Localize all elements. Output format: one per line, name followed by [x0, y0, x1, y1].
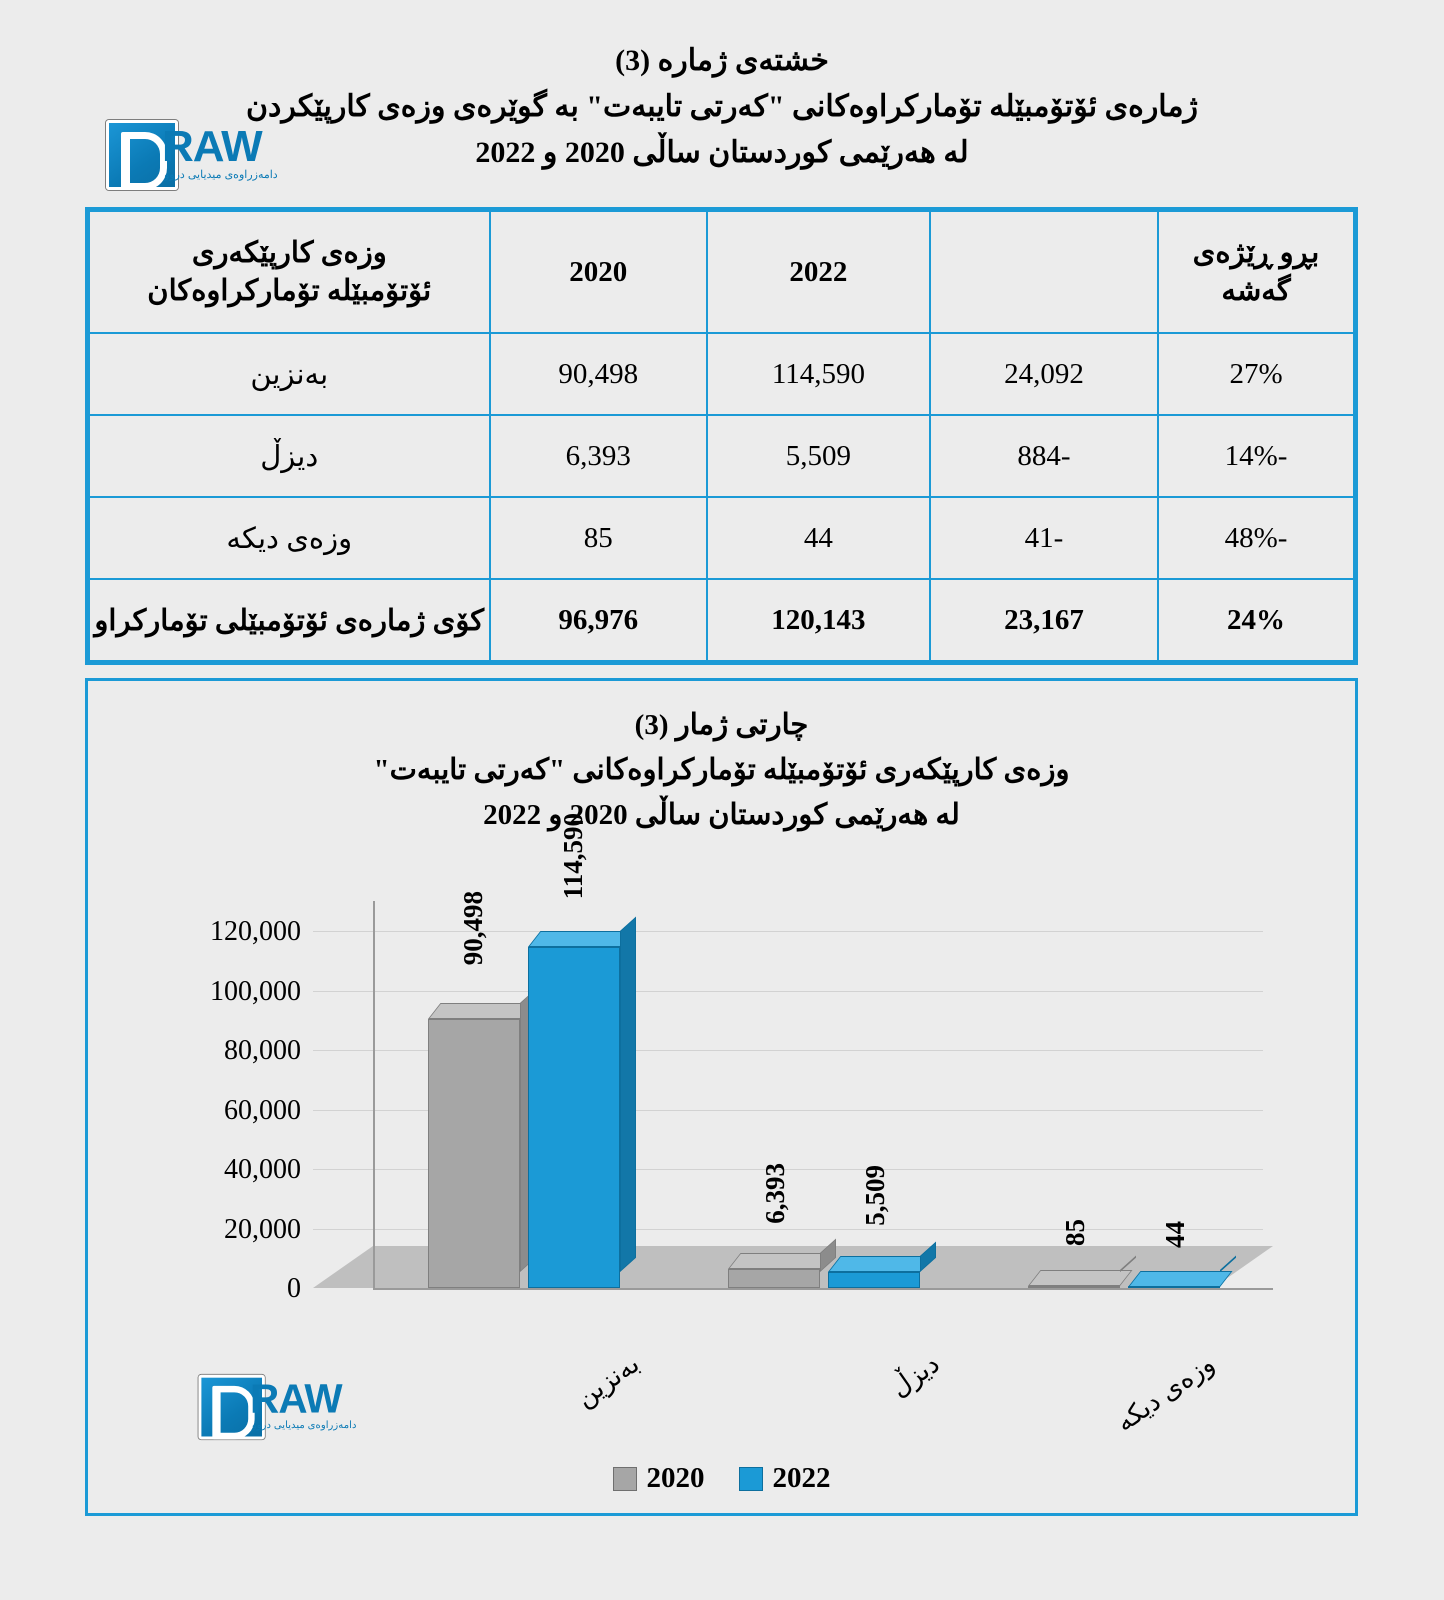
- total-diff: 23,167: [930, 579, 1158, 661]
- legend-swatch-icon: [739, 1467, 763, 1491]
- ytick-label: 80,000: [224, 1035, 301, 1066]
- bar-value-label: 90,498: [458, 891, 488, 966]
- draw-logo: [100, 118, 315, 188]
- bar-top: [828, 1256, 933, 1272]
- legend-label: 2020: [646, 1462, 705, 1494]
- bar-2022-diesel: [828, 1272, 920, 1288]
- table-row: [89, 415, 1354, 497]
- cell-category: دیزڵ: [89, 415, 490, 497]
- bar-front: [428, 1019, 520, 1288]
- ytick-label: 0: [287, 1273, 301, 1304]
- table-body: [89, 333, 1354, 661]
- cell-pct: -48%: [1158, 497, 1354, 579]
- chart-x-axis: [373, 1288, 1273, 1290]
- ytick-label: 100,000: [210, 976, 301, 1007]
- cell-diff: -884: [930, 415, 1158, 497]
- chart-title-line1: چارتی ژمار (3): [634, 709, 809, 741]
- bar-value-label: 114,590: [558, 813, 588, 900]
- bar-front: [528, 947, 620, 1288]
- draw-logo-word: RAW: [250, 1376, 342, 1422]
- table-header-row: [89, 211, 1354, 333]
- cell-2020: 90,498: [490, 333, 707, 415]
- bar-top: [528, 931, 633, 947]
- bar-2020-other: [1028, 1286, 1120, 1288]
- ytick-label: 40,000: [224, 1154, 301, 1185]
- table-title-line3: لە هەرێمی کوردستان ساڵی 2020 و 2022: [475, 136, 969, 169]
- header-growth-pct: بڕو ڕێژەی گەشە: [1158, 211, 1354, 333]
- table-row: [89, 497, 1354, 579]
- xtick-label-diesel: دیزڵ: [885, 1349, 945, 1403]
- bar-top: [1128, 1271, 1233, 1287]
- total-label: کۆی ژمارەی ئۆتۆمبێلی تۆمارکراو: [89, 579, 490, 661]
- cell-pct: 27%: [1158, 333, 1354, 415]
- total-2020: 96,976: [490, 579, 707, 661]
- header-2020: 2020: [490, 211, 707, 333]
- bar-value-label: 44: [1160, 1221, 1190, 1248]
- cell-2020: 85: [490, 497, 707, 579]
- chart-legend: [88, 1462, 1355, 1495]
- bar-2022-other: [1128, 1287, 1220, 1288]
- cell-2020: 6,393: [490, 415, 707, 497]
- bar-2022-benzin: [528, 947, 620, 1288]
- draw-logo-word: RAW: [162, 122, 262, 171]
- table-title-line2: ژمارەی ئۆتۆمبێلە تۆمارکراوەکانی "کەرتی تایبەت" بە گوێرەی وزەی کارپێکردن: [245, 90, 1199, 123]
- chart-title: [88, 703, 1355, 838]
- header-growth-diff: [930, 211, 1158, 333]
- header-category: [89, 211, 490, 333]
- data-table-container: [85, 207, 1358, 665]
- bar-value-label: 85: [1060, 1219, 1090, 1246]
- bar-top: [428, 1003, 533, 1019]
- cell-pct: -14%: [1158, 415, 1354, 497]
- bar-2020-diesel: [728, 1269, 820, 1288]
- draw-logo-subtitle: دامەزراوەی میدیایی دروو: [164, 169, 278, 181]
- cell-2022: 5,509: [707, 415, 930, 497]
- legend-item-2020: [613, 1462, 705, 1495]
- legend-swatch-icon: [613, 1467, 637, 1491]
- bar-front: [728, 1269, 820, 1288]
- ytick-label: 60,000: [224, 1095, 301, 1126]
- chart-title-line3: لە هەرێمی کوردستان ساڵی 2020 و 2022: [483, 799, 960, 831]
- bar-top: [728, 1253, 833, 1269]
- chart-container: [85, 678, 1358, 1516]
- draw-logo-subtitle: دامەزراوەی میدیایی دروو: [251, 1419, 357, 1431]
- cell-category: وزەی دیکە: [89, 497, 490, 579]
- xtick-label-other: وزەی دیکە: [1110, 1349, 1220, 1438]
- cell-diff: 24,092: [930, 333, 1158, 415]
- cell-2022: 44: [707, 497, 930, 579]
- header-category-line1: وزەی کارپێکەری: [191, 237, 387, 269]
- total-2022: 120,143: [707, 579, 930, 661]
- cell-2022: 114,590: [707, 333, 930, 415]
- table-total-row: [89, 579, 1354, 661]
- table-row: [89, 333, 1354, 415]
- legend-item-2022: [739, 1462, 831, 1495]
- header-category-line2: ئۆتۆمبێلە تۆمارکراوەکان: [147, 275, 432, 307]
- cell-diff: -41: [930, 497, 1158, 579]
- ytick-label: 120,000: [210, 916, 301, 947]
- total-pct: 24%: [1158, 579, 1354, 661]
- cell-category: بەنزین: [89, 333, 490, 415]
- registered-vehicles-table: [88, 210, 1355, 662]
- table-title-line1: خشتەی ژمارە (3): [615, 44, 829, 77]
- header-2022: 2022: [707, 211, 930, 333]
- bar-side: [620, 917, 636, 1272]
- bar-front: [1028, 1286, 1120, 1288]
- bar-front: [828, 1272, 920, 1288]
- bar-value-label: 5,509: [860, 1165, 890, 1226]
- bar-2020-benzin: [428, 1019, 520, 1288]
- chart-y-axis: [373, 901, 375, 1288]
- bar-value-label: 6,393: [760, 1163, 790, 1224]
- chart-title-line2: وزەی کارپێکەری ئۆتۆمبێلە تۆمارکراوەکانی "کەرتی تایبەت": [373, 754, 1070, 786]
- legend-label: 2022: [772, 1462, 831, 1494]
- xtick-label-benzin: بەنزین: [570, 1349, 645, 1413]
- ytick-label: 20,000: [224, 1214, 301, 1245]
- bar-top: [1028, 1270, 1133, 1286]
